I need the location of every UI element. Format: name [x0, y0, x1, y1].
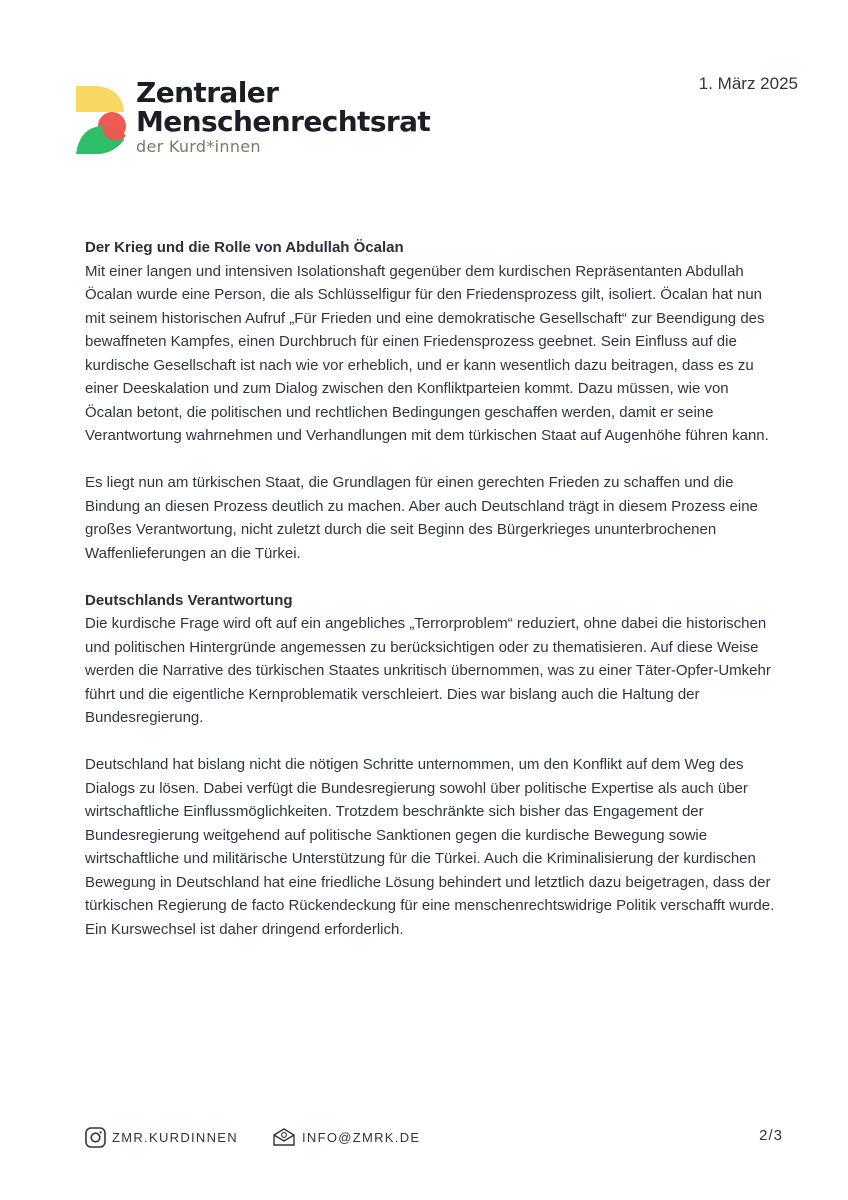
footer-email[interactable] [272, 1127, 420, 1147]
logo-line-1: Zentraler [136, 76, 279, 109]
page-footer [85, 1127, 785, 1151]
footer-instagram[interactable] [85, 1127, 238, 1148]
section-krieg-oecalan [85, 236, 775, 565]
logo-line-3: der Kurd*innen [136, 137, 261, 156]
organization-logo [72, 78, 472, 168]
paragraph: Es liegt nun am türkischen Staat, die Grundlagen für einen gerechten Frieden zu schaffen und die Bindung an diesen Prozess deutlich zu machen. Aber auch Deutschland trägt in diesem Prozess eine großes Verantwortung, nicht zuletzt durch die seit Beginn des Bürgerkrieges ununterbrochenen Waffenlieferungen an die Türkei. [85, 474, 758, 562]
instagram-icon [85, 1127, 106, 1148]
mail-icon [272, 1127, 296, 1147]
paragraph: Die kurdische Frage wird oft auf ein angebliches „Terrorproblem“ reduziert, ohne dabei die historischen und politischen Hintergründe angemessen zu berücksichtigen oder zu thematisieren. Auf diese Weise werden die Narrative des türkischen Staates unkritisch übernommen, was zu einer Täter-Opfer-Umkehr führt und die eigentliche Kernproblematik verschleiert. Dies war bislang auch die Haltung der Bundesregierung. [85, 615, 771, 726]
instagram-handle: ZMR.KURDINNEN [112, 1130, 238, 1145]
document-body [85, 236, 775, 965]
section-heading: Deutschlands Verantwortung [85, 591, 293, 609]
paragraph: Mit einer langen und intensiven Isolationshaft gegenüber dem kurdischen Repräsentanten Abdullah Öcalan wurde eine Person, die als Schlüsselfigur für den Friedensprozess gilt, isoliert. Öcalan hat nun mit seinem historischen Aufruf „Für Frieden und eine demokratische Gesellschaft“ zur Beendigung des bewaffneten Kampfes, einen Durchbruch für einen Friedensprozess geebnet. Sein Einfluss auf die kurdische Gesellschaft ist nach wie vor erheblich, und er kann wesentlich dazu beitragen, dass es zu einer Deeskalation und zum Dialog zwischen den Konfliktparteien kommt. Dazu müssen, wie von Öcalan betont, die politischen und rechtlichen Bedingungen geschaffen werden, damit er seine Verantwortung wahrnehmen und Verhandlungen mit dem türkischen Staat auf Augenhöhe führen kann. [85, 262, 769, 444]
logo-line-2: Menschenrechtsrat [136, 105, 431, 138]
document-date: 1. März 2025 [698, 74, 798, 93]
paragraph: Deutschland hat bislang nicht die nötigen Schritte unternommen, um den Konflikt auf dem Weg des Dialogs zu lösen. Dabei verfügt die Bundesregierung sowohl über politische Expertise als auch über wirtschaftliche Einflussmöglichkeiten. Trotzdem beschränkte sich bisher das Engagement der Bundesregierung weitgehend auf politische Sanktionen gegen die kurdische Bewegung sowie wirtschaftliche und militärische Unterstützung für die Türkei. Auch die Kriminalisierung der kurdischen Bewegung in Deutschland hat eine friedliche Lösung behindert und letztlich dazu beigetragen, dass der türkischen Regierung de facto Rückendeckung für eine menschenrechtswidrige Politik verschafft wurde. Ein Kurswechsel ist daher dringend erforderlich. [85, 756, 775, 938]
logo-wordmark [136, 78, 430, 158]
page-number: 2/3 [759, 1127, 783, 1144]
email-address: INFO@ZMRK.DE [302, 1129, 421, 1145]
section-heading: Der Krieg und die Rolle von Abdullah Öcalan [85, 239, 404, 256]
section-deutschlands-verantwortung [85, 589, 775, 942]
logo-yellow-leaf [76, 86, 124, 112]
logo-mark-icon [72, 82, 130, 154]
